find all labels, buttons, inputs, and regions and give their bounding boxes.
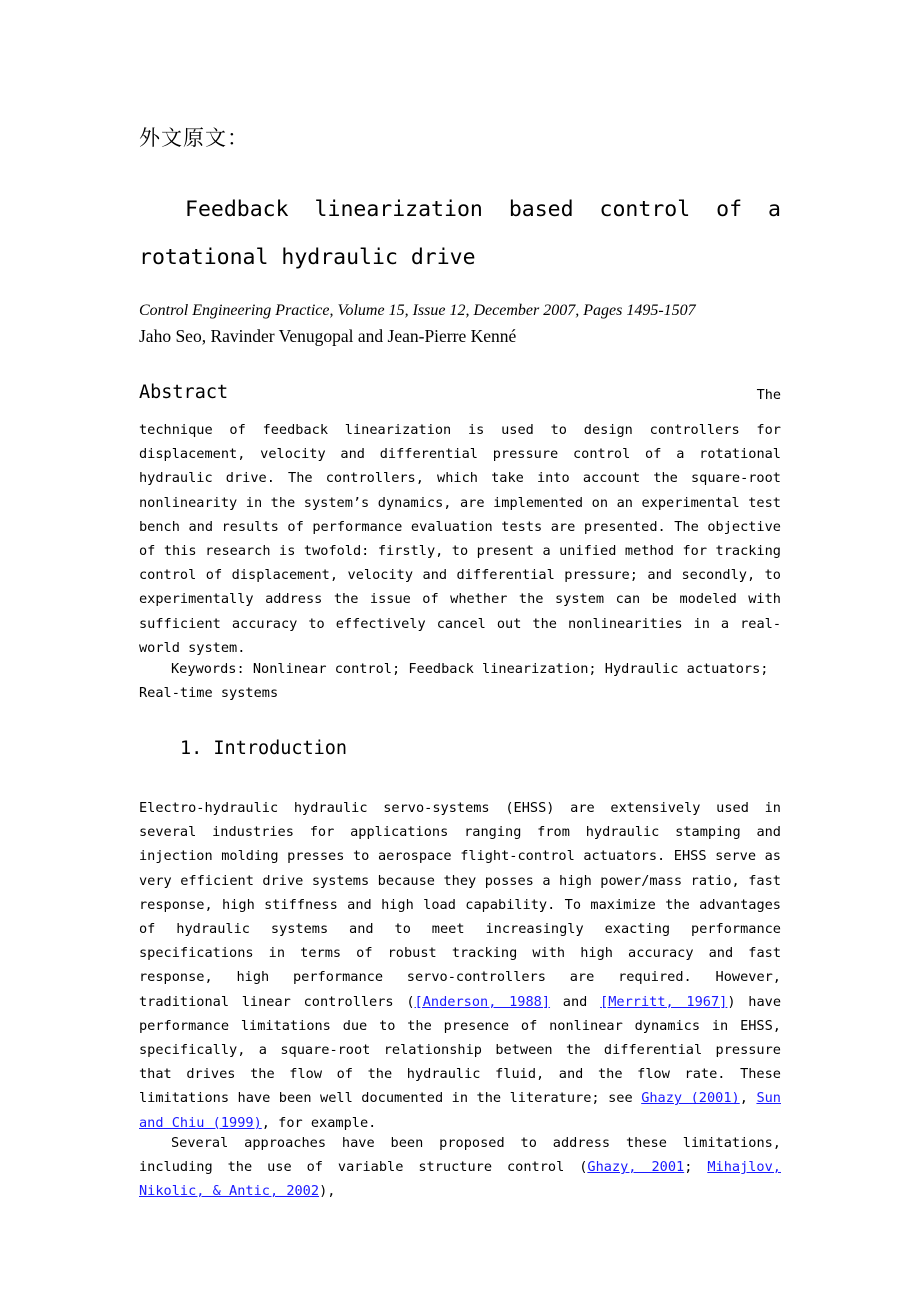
ref-link-sun-chiu[interactable]: Sun and Chiu (1999) (139, 1090, 781, 1131)
paper-title (139, 186, 781, 282)
para-text: Several approaches have been proposed to address these limitations, including the use of variable structure control ( (139, 1135, 781, 1175)
intro-paragraph-1 (139, 796, 781, 1135)
abstract-text: technique of feedback linearization is used to design controllers for displacement, velocity and differential pressure control of a rotational hydraulic drive. The controllers, which take into account the square-root nonlinearity in the system’s dynamics, are implemented on an experimental test bench and results of performance evaluation tests are presented. The objective of this research is twofold: firstly, to present a unified method for tracking control of displacement, velocity and differential pressure; and secondly, to experimentally address the issue of whether the system can be modeled with sufficient accuracy to effectively cancel out the nonlinearities in a real-world system. (139, 422, 781, 656)
ref-link-anderson[interactable]: [Anderson, 1988] (414, 993, 551, 1010)
para-text: ), (319, 1183, 336, 1199)
ref-link-ghazy-2001[interactable]: Ghazy, 2001 (587, 1159, 685, 1175)
para-text: Electro-hydraulic hydraulic servo-systems (EHSS) are extensively used in several industries for applications ranging from hydraulic stamping and injection molding presses to aerospace flight-control actuators. EHSS serve as very efficient drive systems because they posses a high power/mass ratio, fast response, high stiffness and high load capability. To maximize the advantages of hydraulic systems and to meet increasingly exacting performance specifications in terms of robust tracking with high accuracy and fast response, high performance servo-controllers are required. However, traditional linear controllers ( (139, 800, 781, 1010)
para-text: ) have performance limitations due to the presence of nonlinear dynamics in EHSS, specifically, a square-root relationship between the differential pressure that drives the flow of the hydraulic fluid, and the flow rate. These limitations have been well documented in the literature; see (139, 993, 782, 1107)
keywords-text: Nonlinear control; Feedback linearization; Hydraulic actuators; Real-time systems (139, 661, 769, 701)
paper-title-text: Feedback linearization based control of a rotational hydraulic drive (139, 197, 781, 270)
para-text: , (739, 1090, 757, 1107)
intro-paragraph-2 (139, 1131, 781, 1203)
para-text: , for example. (261, 1114, 377, 1131)
ref-link-mihajlov[interactable]: Mihajlov, Nikolic, & Antic, 2002 (139, 1159, 781, 1199)
section-label: 外文原文： (139, 126, 249, 150)
journal-citation: Control Engineering Practice, Volume 15, Issue 12, December 2007, Pages 1495-1507 (139, 302, 696, 319)
introduction-heading: 1. Introduction (180, 738, 348, 759)
keywords-label: Keywords: (171, 661, 245, 677)
author-list: Jaho Seo, Ravinder Venugopal and Jean-Pierre Kenné (139, 326, 517, 346)
abstract-heading: Abstract (139, 382, 229, 403)
para-text: and (550, 993, 601, 1010)
ref-link-ghazy[interactable]: Ghazy (2001) (641, 1090, 740, 1107)
abstract-first-word: The (756, 387, 781, 403)
keywords-line (139, 657, 781, 705)
para-text: ; (684, 1159, 708, 1175)
ref-link-merritt[interactable]: [Merritt, 1967] (600, 993, 728, 1010)
